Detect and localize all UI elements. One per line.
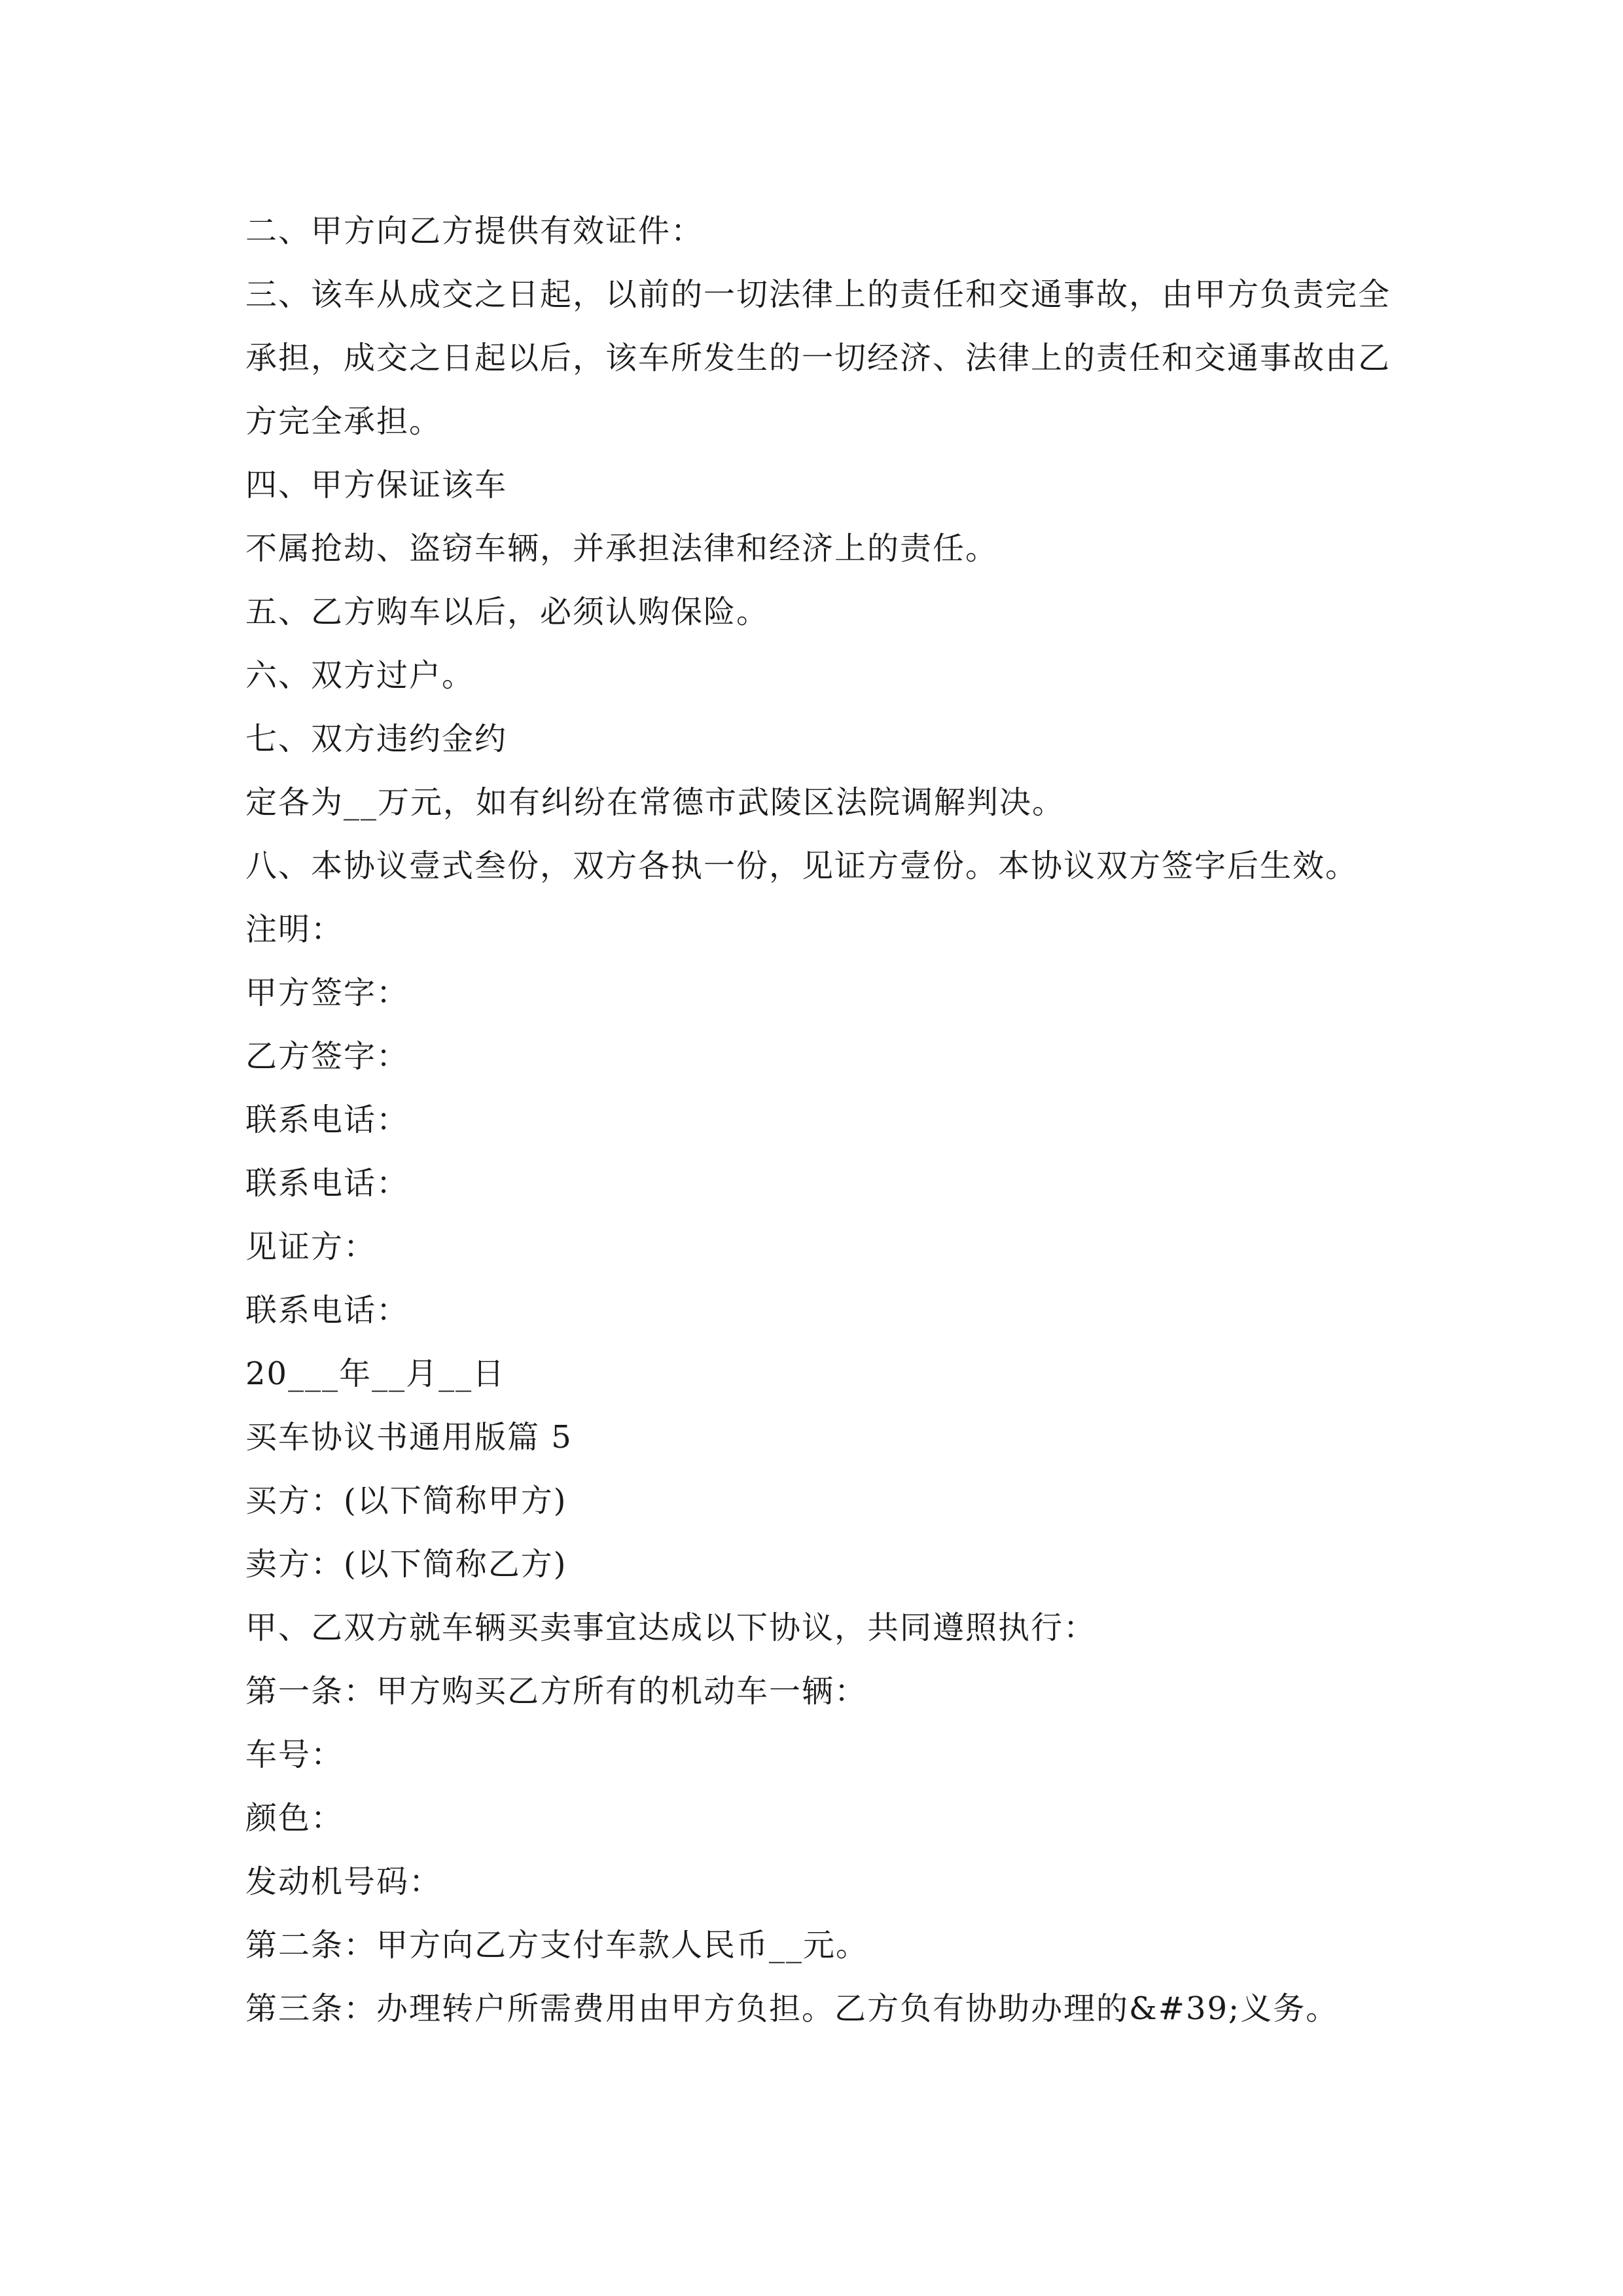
clause-5-line: 五、乙方购车以后，必须认购保险。 — [245, 594, 770, 630]
date-line: 20___年__月__日 — [245, 1355, 506, 1392]
party-b-signature-label: 乙方签字： — [245, 1038, 410, 1075]
note-label: 注明： — [245, 911, 344, 948]
clause-4-line-2: 不属抢劫、盗窃车辆，并承担法律和经济上的责任。 — [245, 530, 999, 567]
article-3-line: 第三条：办理转户所需费用由甲方负担。乙方负有协助办理的&#39;义务。 — [245, 1990, 1339, 2027]
clause-8-line: 八、本协议壹式叁份，双方各执一份，见证方壹份。本协议双方签字后生效。 — [245, 848, 1359, 884]
article-2-line: 第二条：甲方向乙方支付车款人民币__元。 — [245, 1927, 869, 1964]
clause-7-line-1: 七、双方违约金约 — [245, 721, 508, 757]
color-label: 颜色： — [245, 1800, 344, 1837]
clause-7-line-2: 定各为__万元，如有纠纷在常德市武陵区法院调解判决。 — [245, 784, 1065, 821]
agreement-intro: 甲、乙双方就车辆买卖事宜达成以下协议，共同遵照执行： — [245, 1609, 1097, 1646]
clause-2-line: 二、甲方向乙方提供有效证件： — [245, 213, 704, 249]
party-b-phone-label: 联系电话： — [245, 1165, 410, 1202]
seller-line: 卖方：(以下简称乙方) — [245, 1546, 567, 1583]
document-body — [245, 200, 1397, 2041]
clause-3-line-3: 方完全承担。 — [245, 403, 442, 440]
clause-4-line-1: 四、甲方保证该车 — [245, 467, 508, 503]
clause-3-line-1: 三、该车从成交之日起，以前的一切法律上的责任和交通事故，由甲方负责完全 — [245, 276, 1391, 313]
section-title: 买车协议书通用版篇 5 — [245, 1419, 573, 1456]
party-a-phone-label: 联系电话： — [245, 1102, 410, 1138]
witness-label: 见证方： — [245, 1229, 377, 1265]
clause-6-line: 六、双方过户。 — [245, 657, 475, 694]
article-1-line: 第一条：甲方购买乙方所有的机动车一辆： — [245, 1673, 868, 1710]
engine-number-label: 发动机号码： — [245, 1863, 442, 1900]
buyer-line: 买方：(以下简称甲方) — [245, 1482, 567, 1519]
clause-3-line-2: 承担，成交之日起以后，该车所发生的一切经济、法律上的责任和交通事故由乙 — [245, 340, 1391, 376]
party-a-signature-label: 甲方签字： — [245, 975, 410, 1011]
witness-phone-label: 联系电话： — [245, 1292, 410, 1329]
plate-number-label: 车号： — [245, 1736, 344, 1773]
